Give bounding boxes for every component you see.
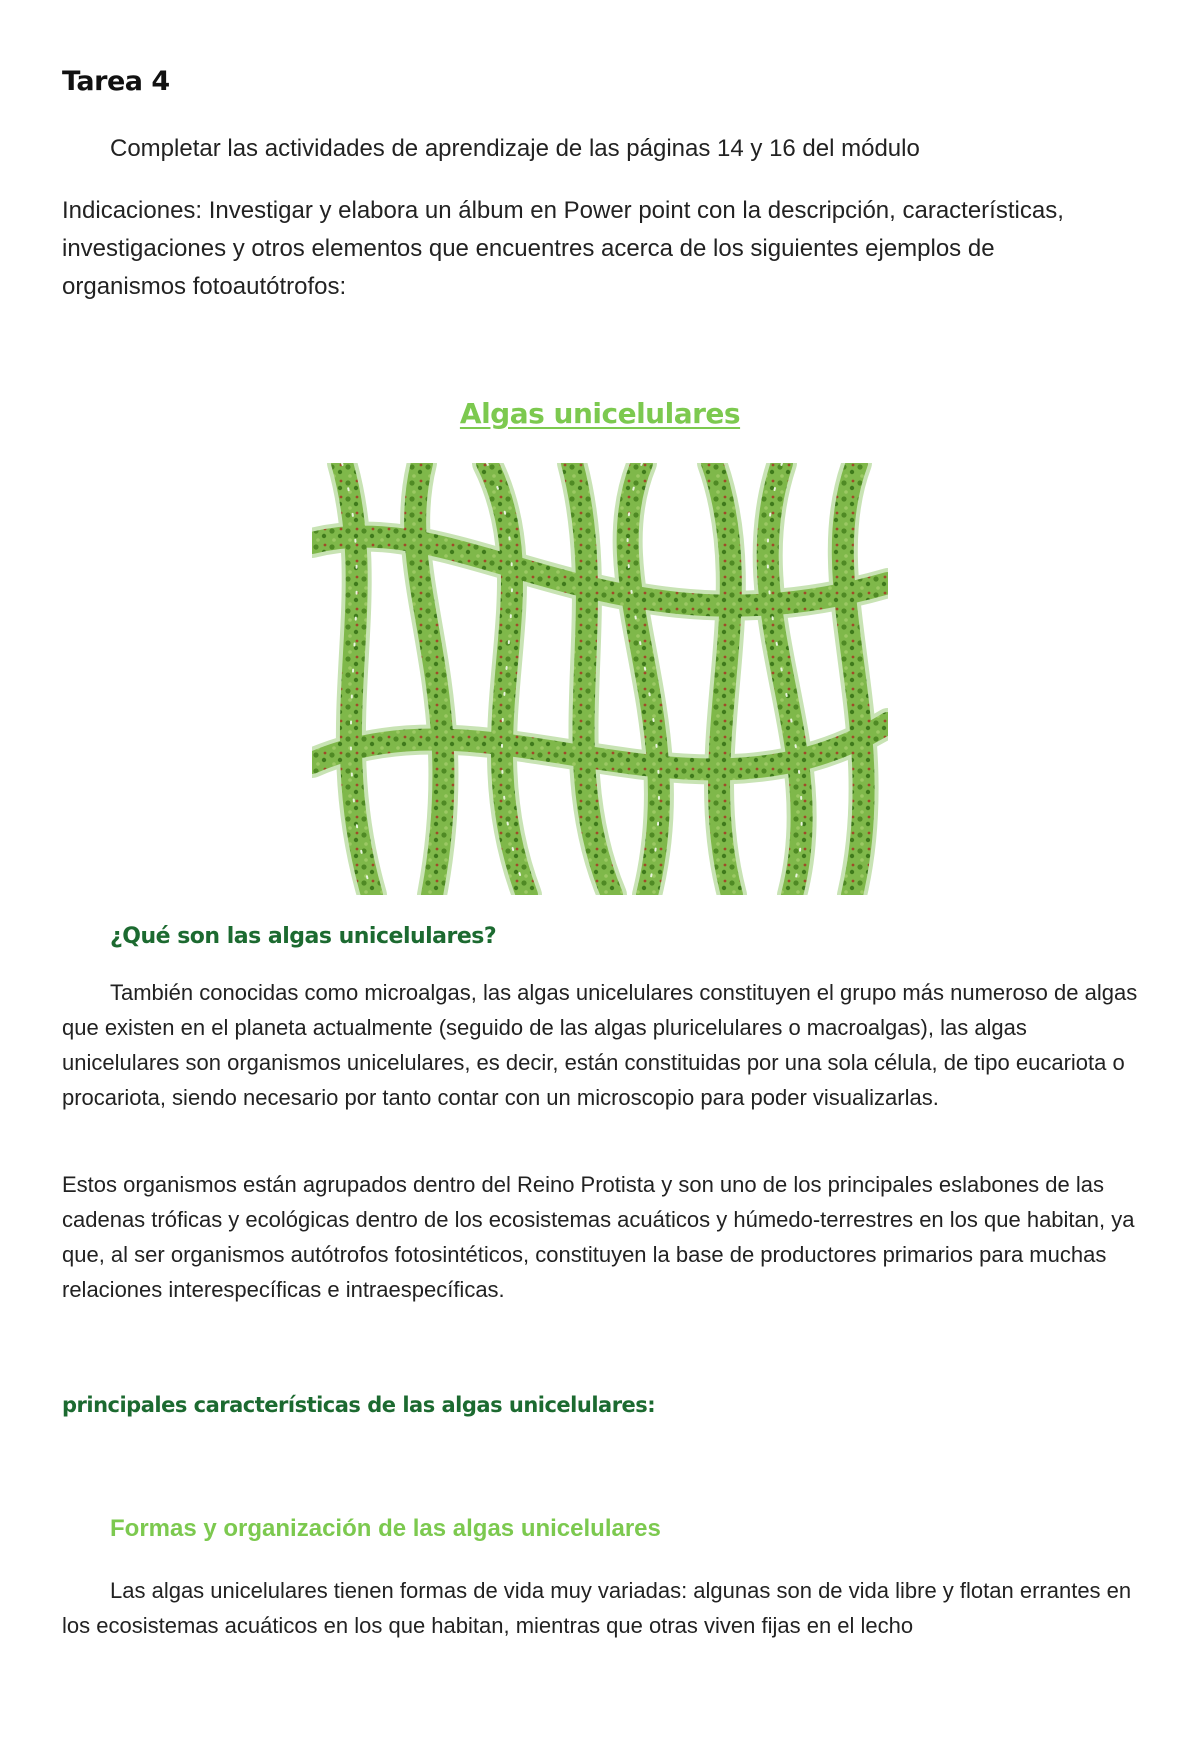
features-heading: principales características de las algas unicelulares: — [62, 1393, 656, 1417]
paragraph-ecology: Estos organismos están agrupados dentro del Reino Protista y son uno de los principales eslabones de las cadenas tróficas y ecológicas dentro de los ecosistemas acuáticos y húmedo-terrestres en los que habitan, ya que, al ser organismos autótrofos fotosintéticos, constituyen la base de productores primarios para muchas relaciones interespecíficas e intraespecíficas. — [62, 1172, 1135, 1302]
indications-text: Indicaciones: Investigar y elabora un álbum en Power point con la descripción, características, investigaciones y otros elementos que encuentres acerca de los siguientes ejemplos de organismos fotoautótrofos: — [62, 197, 1064, 300]
document-title: Tarea 4 — [62, 66, 170, 97]
instruction-text: Completar las actividades de aprendizaje de las páginas 14 y 16 del módulo — [110, 135, 920, 162]
paragraph-definition: También conocidas como microalgas, las algas unicelulares constituyen el grupo más numeroso de algas que existen en el planeta actualmente (seguido de las algas pluricelulares o macroalgas), las algas unicelulares son organismos unicelulares, es decir, están constituidas por una sola célula, de tipo eucariota o procariota, siendo necesario por tanto contar con un microscopio para poder visualizarlas. — [62, 980, 1138, 1110]
forms-heading: Formas y organización de las algas unicelulares — [110, 1515, 661, 1542]
paragraph-forms: Las algas unicelulares tienen formas de vida muy variadas: algunas son de vida libre y flotan errantes en los ecosistemas acuáticos en los que habitan, mientras que otras viven fijas en el lecho — [62, 1578, 1132, 1638]
algae-heading: Algas unicelulares — [459, 397, 741, 430]
algae-image — [312, 463, 888, 895]
question-heading: ¿Qué son las algas unicelulares? — [110, 924, 497, 949]
